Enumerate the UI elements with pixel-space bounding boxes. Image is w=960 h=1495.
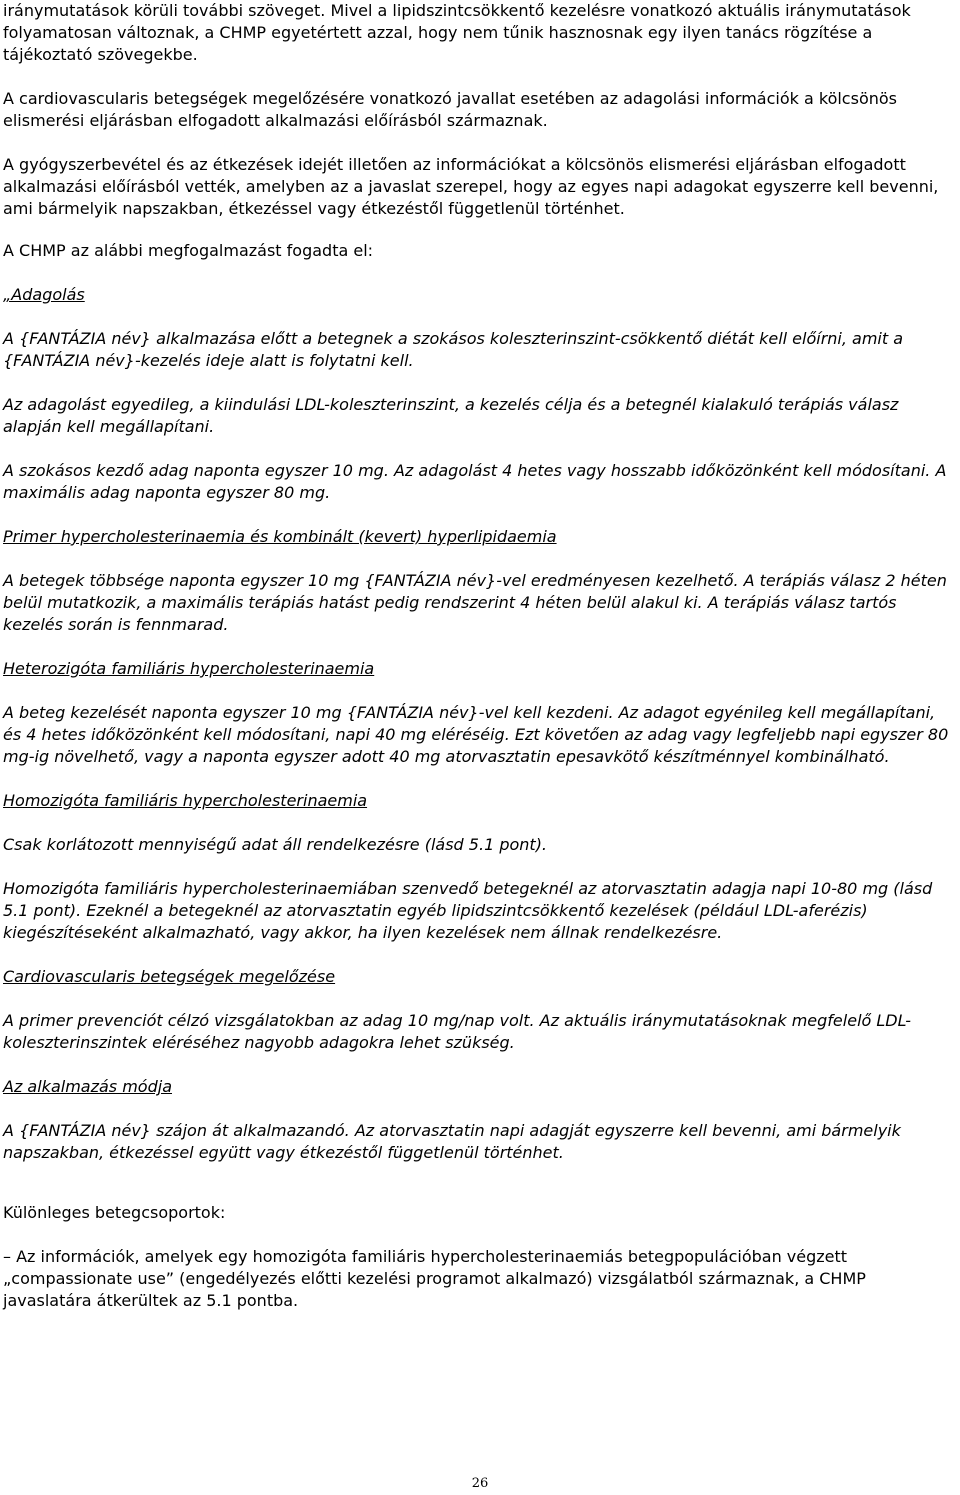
page-number: 26 bbox=[471, 1476, 489, 1491]
heading-cardiovascular-prevention: Cardiovascularis betegségek megelőzése bbox=[3, 967, 336, 986]
paragraph-limited-data: Csak korlátozott mennyiségű adat áll rendelkezésre (lásd 5.1 pont). bbox=[3, 835, 548, 854]
paragraph-chmp-wording: A CHMP az alábbi megfogalmazást fogadta el: bbox=[3, 241, 374, 260]
paragraph-diet: A {FANTÁZIA név} alkalmazása előtt a betegnek a szokásos koleszterinszint-csökkentő diétát kell előírni, amit a {FANTÁZIA név}-kezelés ideje alatt is folytatni kell. bbox=[3, 329, 904, 370]
paragraph-intake-timing: A gyógyszerbevétel és az étkezések idejét illetően az információkat a kölcsönös elismerési eljárásban elfogadott alkalmazási előírásból vették, amelyben az a javaslat szerepel, hogy az egyes napi adagokat egyszerre kell bevenni, ami bármelyik napszakban, étkezéssel vagy étkezéstől függetlenül történhet. bbox=[3, 155, 939, 218]
document-page bbox=[3, 0, 955, 1312]
paragraph-primary-prevention: A primer prevenciót célzó vizsgálatokban az adag 10 mg/nap volt. Az aktuális iránymutatásoknak megfelelő LDL-koleszterinszintek eléréséhez nagyobb adagokra lehet szükség. bbox=[3, 1011, 912, 1052]
paragraph-cardiovascular-indication: A cardiovascularis betegségek megelőzésére vonatkozó javallat esetében az adagolási információk a kölcsönös elismerési eljárásban elfogadott alkalmazási előírásból származnak. bbox=[3, 89, 897, 130]
paragraph-oral-administration: A {FANTÁZIA név} szájon át alkalmazandó. Az atorvasztatin napi adagját egyszerre kell bevenni, ami bármelyik napszakban, étkezéssel együtt vagy étkezéstől függetlenül történhet. bbox=[3, 1121, 901, 1162]
heading-primary-hypercholesterolaemia: Primer hypercholesterinaemia és kombinált (kevert) hyperlipidaemia bbox=[3, 527, 557, 546]
heading-administration: Az alkalmazás módja bbox=[3, 1077, 172, 1096]
paragraph-heterozygous-dosing: A beteg kezelését naponta egyszer 10 mg {FANTÁZIA név}-vel kell kezdeni. Az adagot egyénileg kell megállapítani, és 4 hetes időközönként kell módosítani, napi 40 mg eléréséig. Ezt követően az adag vagy legfeljebb napi egyszer 80 mg-ig növelhető, vagy a naponta egyszer adott 40 mg atorvasztatin epesavkötő készítménnyel kombinálható. bbox=[3, 703, 949, 766]
paragraph-compassionate-use: – Az információk, amelyek egy homozigóta familiáris hypercholesterinaemiás betegpopulációban végzett „compassionate use” (engedélyezés előtti kezelési programot alkalmazó) vizsgálatból származnak, a CHMP javaslatára átkerültek az 5.1 pontba. bbox=[3, 1247, 866, 1310]
heading-heterozygous: Heterozigóta familiáris hypercholesterinaemia bbox=[3, 659, 375, 678]
paragraph-usual-dose: A szokásos kezdő adag naponta egyszer 10 mg. Az adagolást 4 hetes vagy hosszabb időközönként kell módosítani. A maximális adag naponta egyszer 80 mg. bbox=[3, 461, 947, 502]
paragraph-primary-dosing: A betegek többsége naponta egyszer 10 mg {FANTÁZIA név}-vel eredményesen kezelhető. A terápiás válasz 2 héten belül mutatkozik, a maximális terápiás hatást pedig rendszerint 4 héten belül alakul ki. A terápiás válasz tartós kezelés során is fennmarad. bbox=[3, 571, 947, 634]
paragraph-individual-dosing: Az adagolást egyedileg, a kiindulási LDL-koleszterinszint, a kezelés célja és a betegnél kialakuló terápiás válasz alapján kell megállapítani. bbox=[3, 395, 899, 436]
paragraph-guidelines: iránymutatások körüli további szöveget. Mivel a lipidszintcsökkentő kezelésre vonatkozó aktuális iránymutatások folyamatosan változnak, a CHMP egyetértett azzal, hogy nem tűnik hasznosnak egy ilyen tanács rögzítése a tájékoztató szövegekbe. bbox=[3, 1, 911, 64]
paragraph-special-populations: Különleges betegcsoportok: bbox=[3, 1203, 226, 1222]
heading-homozygous: Homozigóta familiáris hypercholesterinaemia bbox=[3, 791, 368, 810]
heading-adagolas: „Adagolás bbox=[3, 285, 85, 304]
paragraph-homozygous-dosing: Homozigóta familiáris hypercholesterinaemiában szenvedő betegeknél az atorvasztatin adagja napi 10-80 mg (lásd 5.1 pont). Ezeknél a betegeknél az atorvasztatin egyéb lipidszintcsökkentő kezelések (például LDL-aferézis) kiegészítéseként alkalmazható, vagy akkor, ha ilyen kezelések nem állnak rendelkezésre. bbox=[3, 879, 933, 942]
